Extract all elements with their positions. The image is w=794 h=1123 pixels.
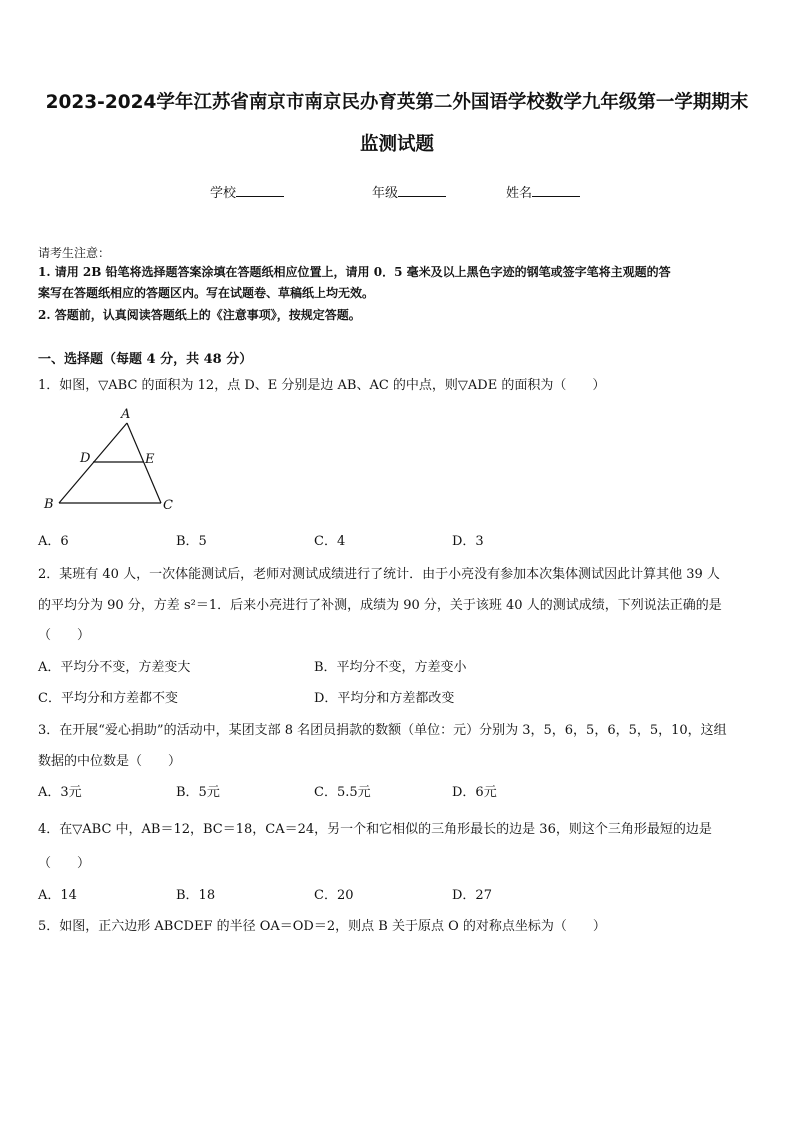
question-3-line2: 数据的中位数是（ ）: [38, 754, 182, 769]
label-c: C: [163, 498, 173, 513]
question-2-line1: 2．某班有 40 人，一次体能测试后，老师对测试成绩进行了统计．由于小亮没有参加本次集体测试因此计算其他 39 人: [38, 567, 720, 582]
question-1-option-b[interactable]: B．5: [176, 534, 207, 549]
label-e: E: [145, 452, 155, 467]
question-2-option-a[interactable]: A．平均分不变，方差变大: [38, 660, 191, 675]
label-a: A: [121, 407, 131, 422]
question-2-option-d[interactable]: D．平均分和方差都改变: [314, 691, 455, 706]
question-1-text: 1．如图，▽ABC 的面积为 12，点 D、E 分别是边 AB、AC 的中点，则▽ADE 的面积为（ ）: [38, 378, 606, 393]
exam-title-line2: 监测试题: [359, 134, 434, 155]
grade-field: [372, 182, 446, 201]
side-ab: [59, 423, 127, 503]
grade-label: 年级: [372, 186, 399, 201]
question-4-option-c[interactable]: C．20: [314, 888, 354, 903]
triangle-figure: [40, 404, 180, 514]
exam-title-line1: 2023-2024学年江苏省南京市南京民办育英第二外国语学校数学九年级第一学期期末: [45, 92, 749, 113]
section-heading: 一、选择题（每题 4 分，共 48 分）: [38, 352, 253, 367]
label-d: D: [80, 451, 91, 466]
question-2-line3: （ ）: [38, 628, 91, 643]
question-4-line1: 4．在▽ABC 中，AB＝12，BC＝18，CA＝24，另一个和它相似的三角形最长的边是 36，则这个三角形最短的边是: [38, 822, 712, 837]
school-blank[interactable]: [236, 184, 284, 197]
notice-item-2: 2. 答题前，认真阅读答题纸上的《注意事项》，按规定答题。: [38, 308, 361, 322]
notice-item-1-line1: 1. 请用 2B 铅笔将选择题答案涂填在答题纸相应位置上，请用 0．5 毫米及以上黑色字迹的钢笔或签字笔将主观题的答: [38, 265, 671, 279]
question-4-option-a[interactable]: A．14: [38, 888, 77, 903]
name-blank[interactable]: [532, 184, 580, 197]
question-3-option-a[interactable]: A．3元: [38, 785, 82, 800]
question-4-option-b[interactable]: B．18: [176, 888, 216, 903]
grade-blank[interactable]: [398, 184, 446, 197]
question-3-line1: 3．在开展“爱心捐助”的活动中，某团支部 8 名团员捐款的数额（单位：元）分别为 3，5，6，5，6，5，5，10，这组: [38, 723, 727, 738]
question-3-option-d[interactable]: D．6元: [452, 785, 497, 800]
name-field: [506, 182, 580, 201]
question-3-option-b[interactable]: B．5元: [176, 785, 220, 800]
notice-item-1-line2: 案写在答题纸相应的答题区内。写在试题卷、草稿纸上均无效。: [38, 286, 375, 300]
notice-heading: 请考生注意：: [38, 246, 111, 260]
question-4-option-d[interactable]: D．27: [452, 888, 492, 903]
label-b: B: [44, 497, 54, 512]
name-label: 姓名: [506, 186, 533, 201]
school-label: 学校: [210, 186, 237, 201]
question-1-option-c[interactable]: C．4: [314, 534, 346, 549]
question-4-line2: （ ）: [38, 856, 91, 871]
question-2-line2: 的平均分为 90 分，方差 s²＝1．后来小亮进行了补测，成绩为 90 分，关于该班 40 人的测试成绩，下列说法正确的是: [38, 598, 722, 613]
question-2-option-b[interactable]: B．平均分不变，方差变小: [314, 660, 467, 675]
question-1-option-d[interactable]: D．3: [452, 534, 484, 549]
question-5-line1: 5．如图，正六边形 ABCDEF 的半径 OA＝OD＝2，则点 B 关于原点 O 的对称点坐标为（ ）: [38, 919, 606, 934]
school-field: [210, 182, 284, 201]
question-1-option-a[interactable]: A．6: [38, 534, 69, 549]
question-3-option-c[interactable]: C．5.5元: [314, 785, 371, 800]
side-ac: [127, 423, 161, 503]
question-2-option-c[interactable]: C．平均分和方差都不变: [38, 691, 178, 706]
